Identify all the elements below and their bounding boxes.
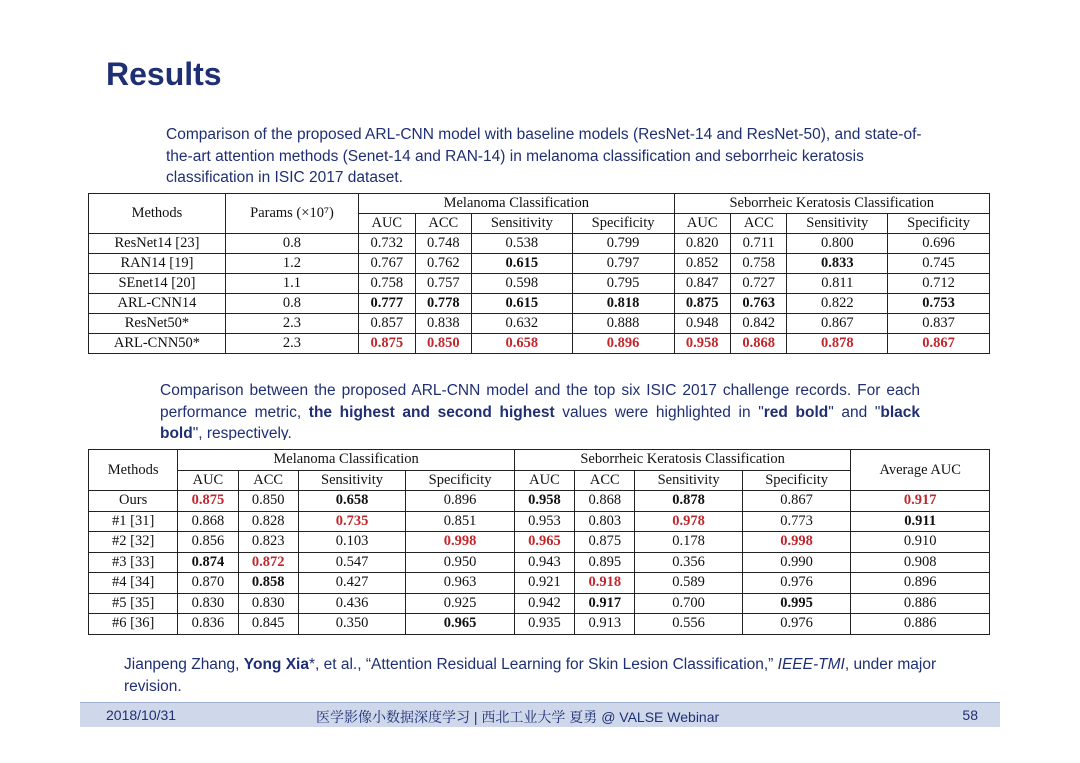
value-cell: 0.858: [238, 573, 298, 594]
value-cell: 0.589: [635, 573, 742, 594]
value-cell: 0.773: [742, 511, 851, 532]
value-cell: 0.178: [635, 532, 742, 553]
value-cell: 0.436: [298, 593, 405, 614]
t1-metric-header: Specificity: [572, 214, 674, 234]
value-cell: 0.850: [238, 491, 298, 512]
value-cell: 0.921: [514, 573, 574, 594]
t2-metric-header: AUC: [178, 470, 238, 491]
method-cell: ARL-CNN50*: [89, 334, 226, 354]
value-cell: 0.762: [415, 254, 471, 274]
method-cell: SEnet14 [20]: [89, 274, 226, 294]
footer-date: 2018/10/31: [106, 707, 177, 723]
value-cell: 0.822: [787, 294, 888, 314]
value-cell: 0.103: [298, 532, 405, 553]
table2-challenge-comparison: [88, 449, 990, 635]
value-cell: 0.356: [635, 552, 742, 573]
value-cell: 0.763: [730, 294, 786, 314]
value-cell: 0.830: [238, 593, 298, 614]
value-cell: 0.758: [730, 254, 786, 274]
caption2-text: values were highlighted in ": [554, 403, 764, 421]
value-cell: 0.872: [238, 552, 298, 573]
value-cell: 0.842: [730, 314, 786, 334]
t1-metric-header: ACC: [730, 214, 786, 234]
value-cell: 0.917: [575, 593, 635, 614]
table-row: [89, 234, 990, 254]
t2-metric-header: AUC: [514, 470, 574, 491]
table-row: [89, 254, 990, 274]
value-cell: 0.727: [730, 274, 786, 294]
caption2-bold: black bold: [160, 403, 920, 440]
value-cell: 0.538: [472, 234, 573, 254]
t2-metric-header: Sensitivity: [298, 470, 405, 491]
table-row: [89, 314, 990, 334]
value-cell: 0.935: [514, 614, 574, 635]
value-cell: 0.943: [514, 552, 574, 573]
table1-caption: Comparison of the proposed ARL-CNN model with baseline models (ResNet-14 and ResNet-50), and state-of-the-art attention methods (Senet-14 and RAN-14) in melanoma classification and seborrheic keratosis classification in ISIC 2017 dataset.: [166, 126, 922, 186]
value-cell: 0.856: [178, 532, 238, 553]
value-cell: 0.658: [298, 491, 405, 512]
value-cell: 0.995: [742, 593, 851, 614]
value-cell: 0.732: [359, 234, 415, 254]
value-cell: 0.868: [730, 334, 786, 354]
value-cell: 0.918: [575, 573, 635, 594]
params-cell: 0.8: [225, 294, 358, 314]
caption2-bold: red bold: [763, 403, 829, 421]
value-cell: 0.711: [730, 234, 786, 254]
value-cell: 0.820: [674, 234, 730, 254]
t2-metric-header: ACC: [238, 470, 298, 491]
value-cell: 0.350: [298, 614, 405, 635]
t1-metric-header: AUC: [674, 214, 730, 234]
value-cell: 0.828: [238, 511, 298, 532]
value-cell: 0.874: [178, 552, 238, 573]
value-cell: 0.867: [888, 334, 990, 354]
value-cell: 0.875: [359, 334, 415, 354]
table1-baseline-comparison: [88, 193, 990, 354]
value-cell: 0.758: [359, 274, 415, 294]
value-cell: 0.868: [178, 511, 238, 532]
t2-metric-header: Sensitivity: [635, 470, 742, 491]
value-cell: 0.615: [472, 254, 573, 274]
table2-caption: [160, 380, 920, 440]
t2-header-average-auc: Average AUC: [851, 450, 990, 491]
method-cell: #1 [31]: [89, 511, 178, 532]
reference-citation: [124, 654, 944, 698]
value-cell: 0.427: [298, 573, 405, 594]
value-cell: 0.803: [575, 511, 635, 532]
ref-journal: IEEE-TMI: [777, 656, 845, 673]
value-cell: 0.875: [674, 294, 730, 314]
t1-header-methods: Methods: [89, 194, 226, 234]
value-cell: 0.700: [635, 593, 742, 614]
value-cell: 0.965: [406, 614, 515, 635]
footer-page-number: 58: [962, 707, 978, 723]
value-cell: 0.852: [674, 254, 730, 274]
table-row: [89, 511, 990, 532]
value-cell: 0.950: [406, 552, 515, 573]
t1-metric-header: Sensitivity: [472, 214, 573, 234]
value-cell: 0.965: [514, 532, 574, 553]
method-cell: ResNet14 [23]: [89, 234, 226, 254]
value-cell: 0.976: [742, 614, 851, 635]
value-cell: 0.875: [575, 532, 635, 553]
params-cell: 2.3: [225, 314, 358, 334]
slide-footer: [80, 702, 1000, 727]
value-cell: 0.867: [787, 314, 888, 334]
value-cell: 0.958: [514, 491, 574, 512]
value-cell: 0.953: [514, 511, 574, 532]
method-cell: ARL-CNN14: [89, 294, 226, 314]
value-cell: 0.615: [472, 294, 573, 314]
value-cell: 0.896: [572, 334, 674, 354]
method-cell: ResNet50*: [89, 314, 226, 334]
t2-metric-header: Specificity: [742, 470, 851, 491]
caption2-text: ", respectively.: [192, 425, 292, 440]
method-cell: #2 [32]: [89, 532, 178, 553]
t1-header-melanoma: Melanoma Classification: [359, 194, 674, 214]
params-cell: 0.8: [225, 234, 358, 254]
params-cell: 1.1: [225, 274, 358, 294]
value-cell: 0.868: [575, 491, 635, 512]
value-cell: 0.797: [572, 254, 674, 274]
value-cell: 0.870: [178, 573, 238, 594]
t2-metric-header: Specificity: [406, 470, 515, 491]
value-cell: 0.735: [298, 511, 405, 532]
value-cell: 0.857: [359, 314, 415, 334]
value-cell: 0.778: [415, 294, 471, 314]
average-auc-cell: 0.886: [851, 593, 990, 614]
value-cell: 0.556: [635, 614, 742, 635]
value-cell: 0.811: [787, 274, 888, 294]
value-cell: 0.847: [674, 274, 730, 294]
caption2-text: " and ": [828, 403, 881, 421]
value-cell: 0.745: [888, 254, 990, 274]
value-cell: 0.658: [472, 334, 573, 354]
value-cell: 0.850: [415, 334, 471, 354]
value-cell: 0.963: [406, 573, 515, 594]
table-row: [89, 334, 990, 354]
method-cell: #5 [35]: [89, 593, 178, 614]
table-row: [89, 593, 990, 614]
method-cell: #6 [36]: [89, 614, 178, 635]
value-cell: 0.837: [888, 314, 990, 334]
value-cell: 0.896: [406, 491, 515, 512]
method-cell: #4 [34]: [89, 573, 178, 594]
value-cell: 0.836: [178, 614, 238, 635]
value-cell: 0.748: [415, 234, 471, 254]
average-auc-cell: 0.896: [851, 573, 990, 594]
t1-metric-header: ACC: [415, 214, 471, 234]
footer-center-text: 医学影像小数据深度学习 | 西北工业大学 夏勇 @ VALSE Webinar: [316, 709, 720, 725]
value-cell: 0.948: [674, 314, 730, 334]
value-cell: 0.878: [787, 334, 888, 354]
value-cell: 0.888: [572, 314, 674, 334]
ref-rest: *, et al., “Attention Residual Learning for Skin Lesion Classification,”: [308, 656, 778, 673]
value-cell: 0.998: [742, 532, 851, 553]
value-cell: 0.895: [575, 552, 635, 573]
table-row: [89, 573, 990, 594]
value-cell: 0.830: [178, 593, 238, 614]
value-cell: 0.942: [514, 593, 574, 614]
value-cell: 0.767: [359, 254, 415, 274]
params-cell: 1.2: [225, 254, 358, 274]
t2-header-methods: Methods: [89, 450, 178, 491]
value-cell: 0.867: [742, 491, 851, 512]
caption2-text: Comparison between the proposed ARL-CNN model and the top six ISIC 2017 challenge records. For each performance metric,: [160, 382, 920, 421]
table-row: [89, 274, 990, 294]
value-cell: 0.598: [472, 274, 573, 294]
value-cell: 0.925: [406, 593, 515, 614]
caption2-bold: the highest and second highest: [308, 403, 555, 421]
average-auc-cell: 0.910: [851, 532, 990, 553]
ref-author1: Jianpeng Zhang,: [124, 656, 244, 673]
value-cell: 0.818: [572, 294, 674, 314]
value-cell: 0.757: [415, 274, 471, 294]
value-cell: 0.851: [406, 511, 515, 532]
value-cell: 0.913: [575, 614, 635, 635]
method-cell: #3 [33]: [89, 552, 178, 573]
t1-metric-header: Specificity: [888, 214, 990, 234]
t1-header-params: Params (×10⁷): [225, 194, 358, 234]
t1-metric-header: AUC: [359, 214, 415, 234]
value-cell: 0.833: [787, 254, 888, 274]
value-cell: 0.978: [635, 511, 742, 532]
t1-metric-header: Sensitivity: [787, 214, 888, 234]
params-cell: 2.3: [225, 334, 358, 354]
t2-metric-header: ACC: [575, 470, 635, 491]
average-auc-cell: 0.917: [851, 491, 990, 512]
table-row: [89, 294, 990, 314]
value-cell: 0.753: [888, 294, 990, 314]
value-cell: 0.777: [359, 294, 415, 314]
average-auc-cell: 0.911: [851, 511, 990, 532]
value-cell: 0.799: [572, 234, 674, 254]
average-auc-cell: 0.908: [851, 552, 990, 573]
table-row: [89, 552, 990, 573]
value-cell: 0.845: [238, 614, 298, 635]
ref-tail: , under major revision.: [124, 656, 937, 695]
method-cell: Ours: [89, 491, 178, 512]
value-cell: 0.696: [888, 234, 990, 254]
value-cell: 0.990: [742, 552, 851, 573]
value-cell: 0.800: [787, 234, 888, 254]
table-row: [89, 532, 990, 553]
t1-header-seborrheic: Seborrheic Keratosis Classification: [674, 194, 990, 214]
average-auc-cell: 0.886: [851, 614, 990, 635]
value-cell: 0.976: [742, 573, 851, 594]
slide-title: Results: [106, 56, 222, 92]
t2-header-seborrheic: Seborrheic Keratosis Classification: [514, 450, 851, 471]
t2-header-melanoma: Melanoma Classification: [178, 450, 515, 471]
value-cell: 0.838: [415, 314, 471, 334]
table-row: [89, 614, 990, 635]
value-cell: 0.878: [635, 491, 742, 512]
method-cell: RAN14 [19]: [89, 254, 226, 274]
value-cell: 0.998: [406, 532, 515, 553]
value-cell: 0.958: [674, 334, 730, 354]
value-cell: 0.547: [298, 552, 405, 573]
value-cell: 0.795: [572, 274, 674, 294]
table-row: [89, 491, 990, 512]
value-cell: 0.875: [178, 491, 238, 512]
value-cell: 0.632: [472, 314, 573, 334]
ref-author2: Yong Xia: [243, 656, 309, 673]
value-cell: 0.712: [888, 274, 990, 294]
value-cell: 0.823: [238, 532, 298, 553]
